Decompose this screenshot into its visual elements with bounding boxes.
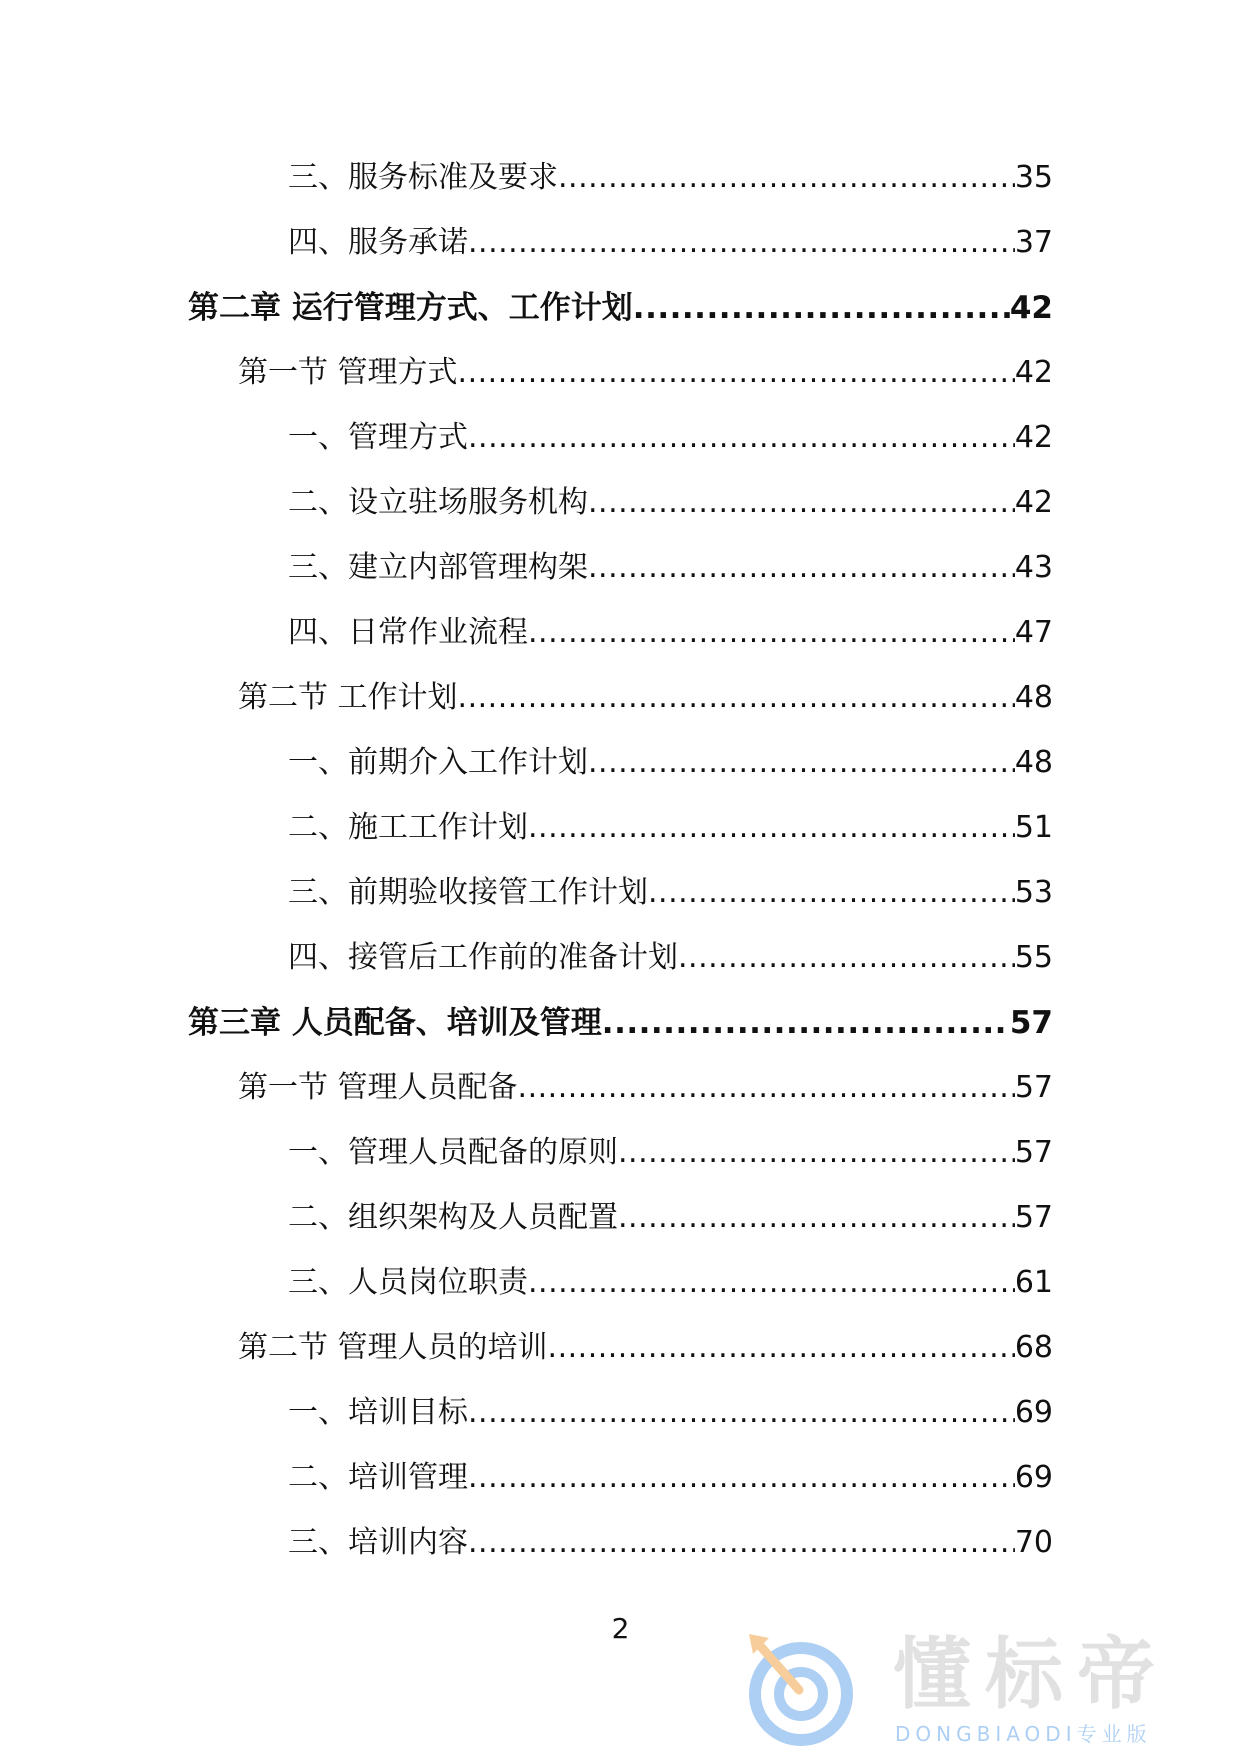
toc-dot-leader [518,1068,1015,1108]
toc-entry[interactable] [0,873,1241,938]
toc-entry[interactable] [0,613,1241,678]
toc-entry[interactable] [0,483,1241,548]
toc-entry-page: 42 [1009,290,1053,326]
toc-entry-label: 第一节 管理方式 [238,355,458,390]
toc-entry-page: 57 [1014,1070,1053,1105]
toc-entry-label: 二、组织架构及人员配置 [288,1200,618,1235]
toc-entry-page: 35 [1014,160,1053,195]
toc-entry-page: 53 [1014,875,1053,910]
toc-entry-page: 61 [1014,1265,1053,1300]
toc-entry-page: 42 [1014,355,1053,390]
toc-entry-page: 37 [1014,225,1053,260]
toc-entry-label: 三、培训内容 [288,1525,468,1560]
toc-entry[interactable] [0,678,1241,743]
toc-entry[interactable] [0,158,1241,223]
toc-entry[interactable] [0,1133,1241,1198]
toc-dot-leader [558,158,1015,198]
toc-entry-label: 二、施工工作计划 [288,810,528,845]
toc-entry[interactable] [0,1068,1241,1133]
toc-dot-leader [468,1523,1015,1563]
toc-dot-leader [468,418,1015,458]
toc-entry-page: 42 [1014,485,1053,520]
toc-entry-label: 三、服务标准及要求 [288,160,558,195]
toc-entry-label: 第二节 管理人员的培训 [238,1330,548,1365]
toc-dot-leader [648,873,1015,913]
toc-entry[interactable] [0,938,1241,1003]
toc-entry-label: 第三章 人员配备、培训及管理 [188,1005,602,1041]
toc-dot-leader [458,353,1015,393]
toc-entry[interactable] [0,1198,1241,1263]
toc-entry-page: 47 [1014,615,1053,650]
toc-entry-label: 四、服务承诺 [288,225,468,260]
toc-entry[interactable] [0,353,1241,418]
toc-entry[interactable] [0,1328,1241,1393]
toc-dot-leader [588,548,1015,588]
toc-entry[interactable] [0,743,1241,808]
toc-entry[interactable] [0,548,1241,613]
toc-entry-page: 57 [1009,1005,1053,1041]
toc-entry-label: 三、建立内部管理构架 [288,550,588,585]
toc-dot-leader [588,483,1015,523]
toc-dot-leader [588,743,1015,783]
toc-entry-label: 一、培训目标 [288,1395,468,1430]
toc-dot-leader [602,1003,1010,1043]
toc-dot-leader [468,1393,1015,1433]
toc-entry-label: 第二节 工作计划 [238,680,458,715]
toc-entry-page: 69 [1014,1460,1053,1495]
toc-entry-page: 69 [1014,1395,1053,1430]
toc-dot-leader [528,1263,1015,1303]
toc-dot-leader [458,678,1015,718]
toc-entry[interactable] [0,1458,1241,1523]
toc-entry[interactable] [0,288,1241,353]
toc-entry-label: 一、管理人员配备的原则 [288,1135,618,1170]
toc-dot-leader [618,1198,1015,1238]
watermark-brand-name: 懂标帝 [893,1630,1170,1720]
toc-entry-label: 第一节 管理人员配备 [238,1070,518,1105]
toc-entry-label: 一、管理方式 [288,420,468,455]
toc-entry-label: 第二章 运行管理方式、工作计划 [188,290,633,326]
toc-entry-page: 51 [1014,810,1053,845]
table-of-contents [0,158,1241,1588]
toc-entry-label: 四、日常作业流程 [288,615,528,650]
toc-entry-page: 43 [1014,550,1053,585]
toc-entry-page: 68 [1014,1330,1053,1365]
watermark-brand-subtitle: DONGBIAODI专业版 [895,1722,1152,1746]
toc-dot-leader [468,1458,1015,1498]
toc-entry-page: 55 [1014,940,1053,975]
toc-entry-page: 42 [1014,420,1053,455]
toc-entry[interactable] [0,1263,1241,1328]
watermark [745,1630,1225,1748]
toc-entry[interactable] [0,418,1241,483]
toc-entry-label: 三、人员岗位职责 [288,1265,528,1300]
toc-entry[interactable] [0,1393,1241,1458]
toc-dot-leader [678,938,1015,978]
toc-entry-label: 一、前期介入工作计划 [288,745,588,780]
toc-entry-page: 57 [1014,1200,1053,1235]
toc-entry[interactable] [0,1523,1241,1588]
toc-entry-label: 四、接管后工作前的准备计划 [288,940,678,975]
toc-dot-leader [618,1133,1015,1173]
toc-dot-leader [633,288,1010,328]
toc-entry-page: 57 [1014,1135,1053,1170]
toc-entry-label: 三、前期验收接管工作计划 [288,875,648,910]
toc-entry-page: 48 [1014,745,1053,780]
toc-entry[interactable] [0,1003,1241,1068]
toc-entry[interactable] [0,808,1241,873]
toc-entry-label: 二、设立驻场服务机构 [288,485,588,520]
toc-dot-leader [528,613,1015,653]
page-number: 2 [611,1612,630,1645]
toc-entry[interactable] [0,223,1241,288]
target-arrow-icon [745,1630,865,1748]
toc-dot-leader [468,223,1015,263]
toc-entry-page: 70 [1014,1525,1053,1560]
toc-dot-leader [528,808,1015,848]
toc-dot-leader [548,1328,1015,1368]
toc-entry-label: 二、培训管理 [288,1460,468,1495]
toc-entry-page: 48 [1014,680,1053,715]
